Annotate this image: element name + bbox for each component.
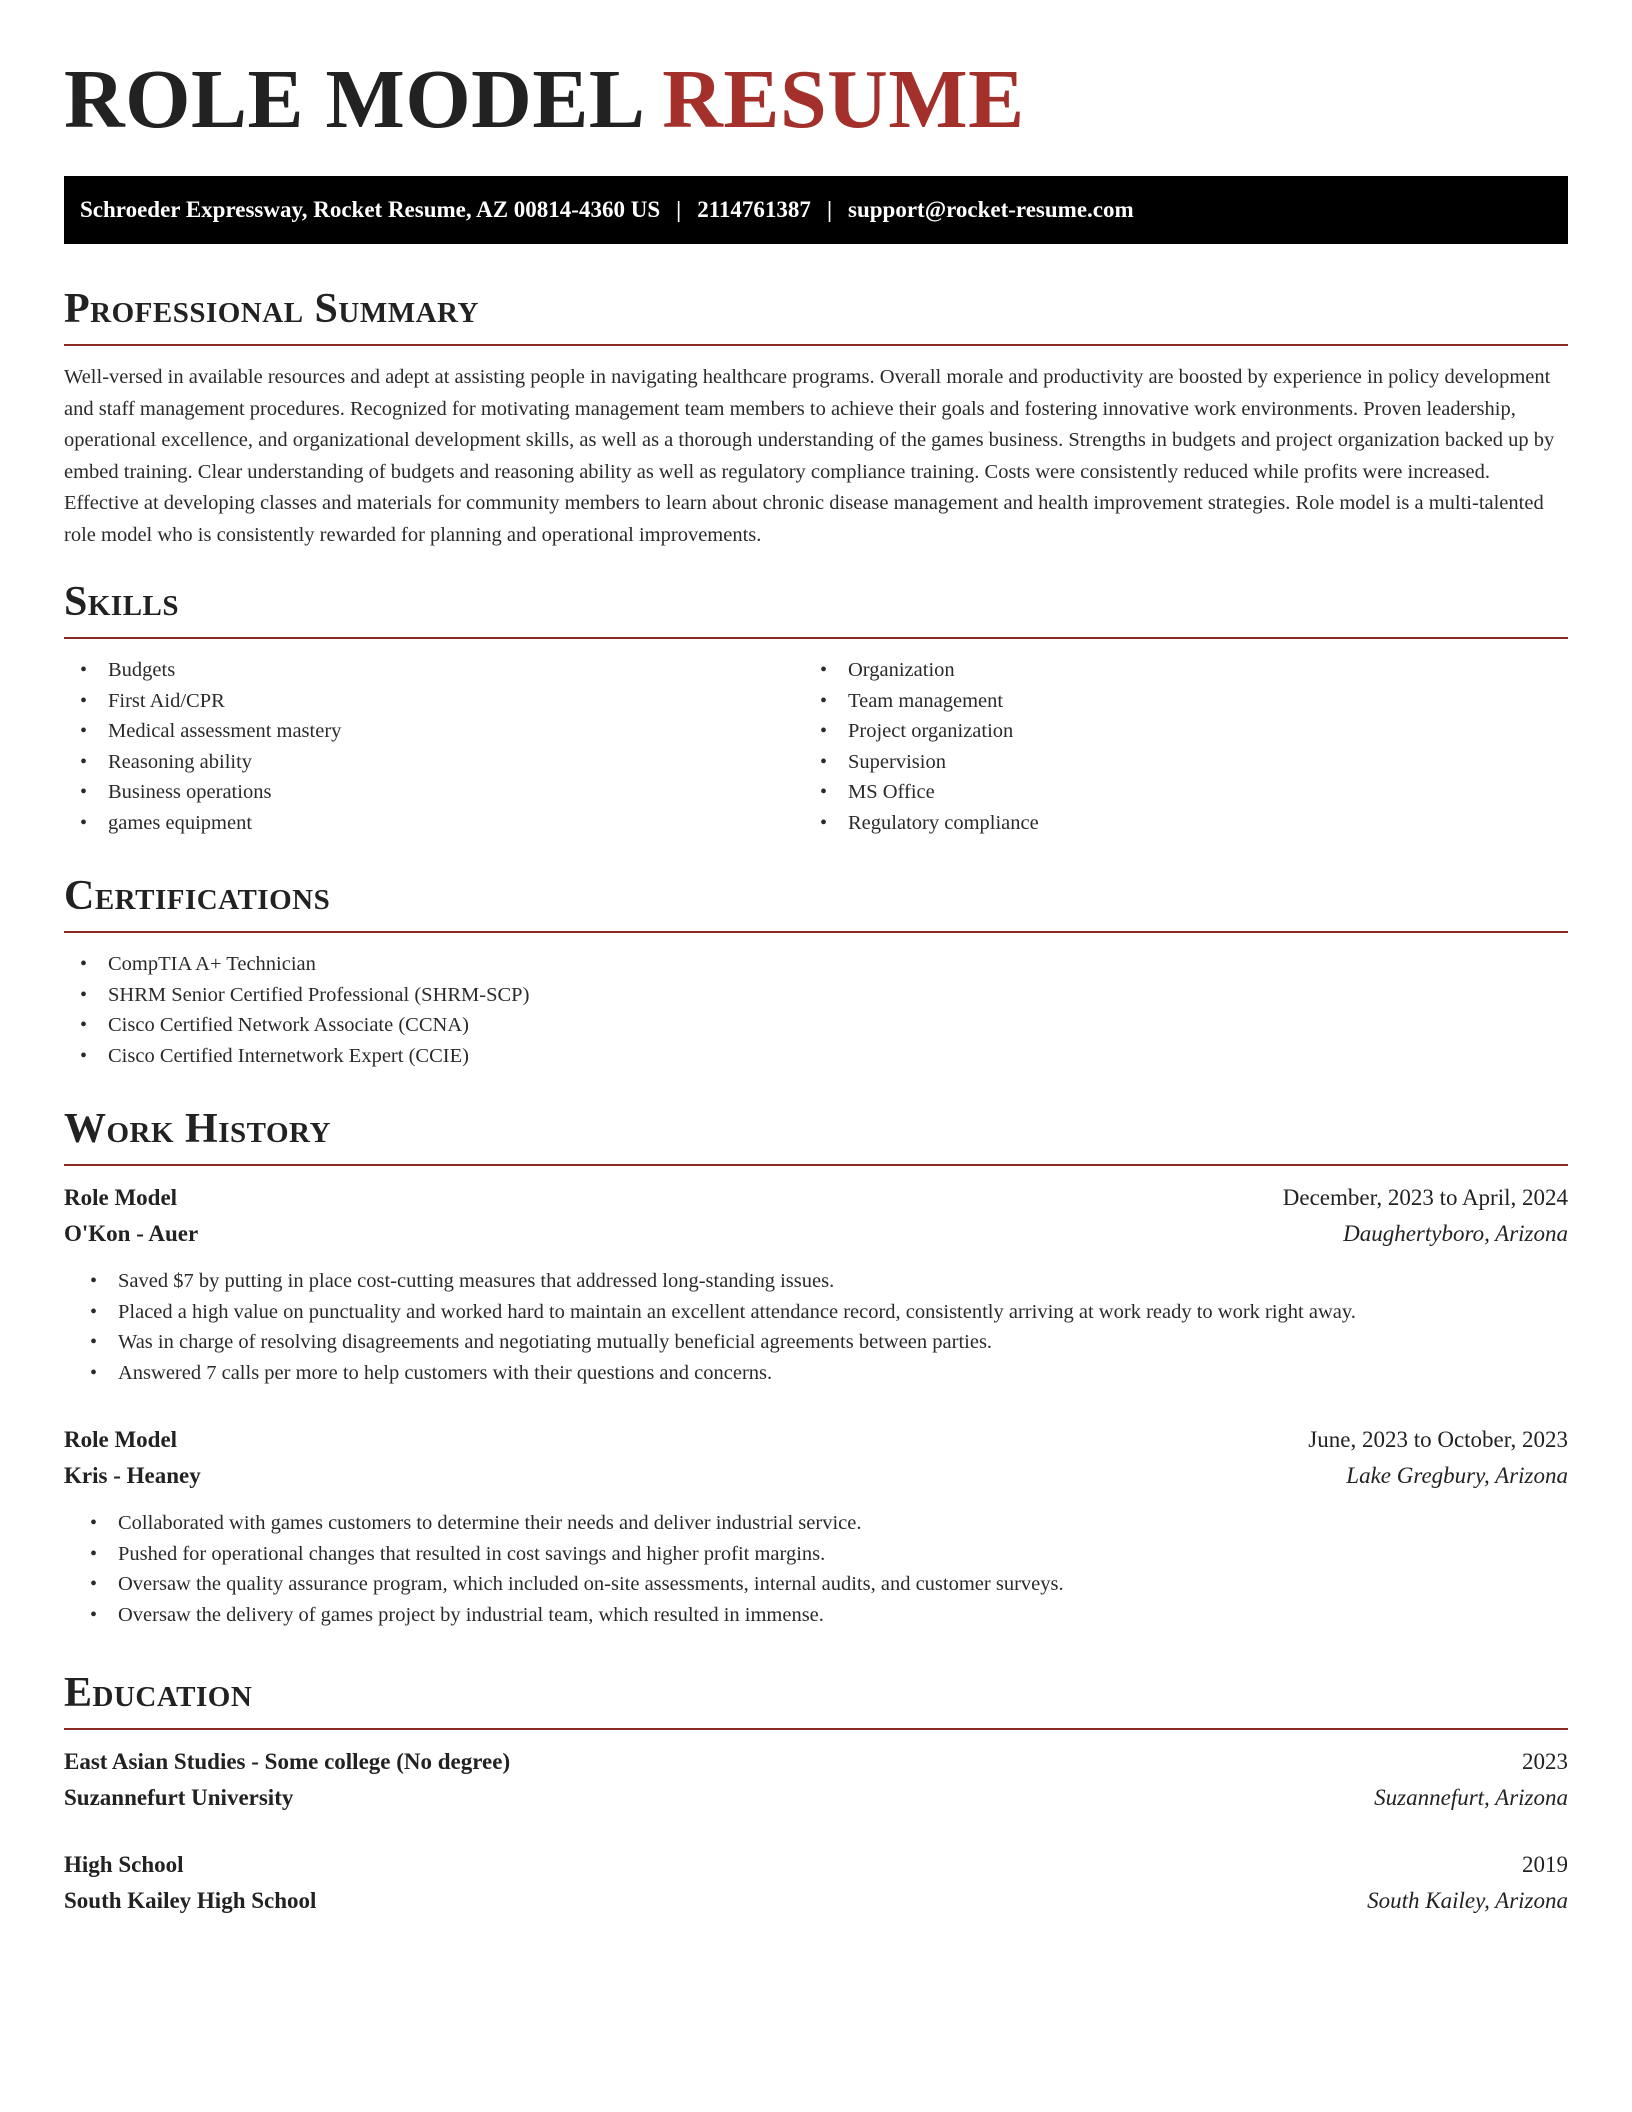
education-location: South Kailey, Arizona bbox=[1367, 1888, 1568, 1914]
skill-item: • Project organization bbox=[804, 716, 1544, 747]
education-year: 2019 bbox=[1522, 1852, 1568, 1878]
job-role: Role Model bbox=[64, 1427, 178, 1453]
job-dates: December, 2023 to April, 2024 bbox=[1282, 1185, 1568, 1211]
section-title-education: Education bbox=[64, 1670, 1568, 1730]
skill-item: • Reasoning ability bbox=[64, 747, 804, 778]
job-role: Role Model bbox=[64, 1185, 178, 1211]
skill-item: • games equipment bbox=[64, 808, 804, 839]
email-link[interactable]: support@rocket-resume.com bbox=[848, 197, 1134, 222]
job-bullet: • Placed a high value on punctuality and worked hard to maintain an excellent attendance record, consistently arriving at work ready to work right away. bbox=[74, 1297, 1568, 1328]
skill-item: • Medical assessment mastery bbox=[64, 716, 804, 747]
skill-item: • MS Office bbox=[804, 777, 1544, 808]
job-bullets bbox=[74, 1508, 1568, 1630]
education-section bbox=[64, 1670, 1568, 1919]
skill-item: • Regulatory compliance bbox=[804, 808, 1544, 839]
job-bullet: • Pushed for operational changes that resulted in cost savings and higher profit margins. bbox=[74, 1539, 1568, 1570]
skill-item: • Team management bbox=[804, 686, 1544, 717]
education-degree-row bbox=[64, 1744, 1568, 1780]
work-section bbox=[64, 1106, 1568, 1630]
education-degree-row bbox=[64, 1847, 1568, 1883]
education-school: South Kailey High School bbox=[64, 1888, 317, 1914]
last-name: RESUME bbox=[662, 53, 1025, 146]
section-title-work: Work History bbox=[64, 1106, 1568, 1166]
job-bullet: • Was in charge of resolving disagreements and negotiating mutually beneficial agreements between parties. bbox=[74, 1327, 1568, 1358]
skills-grid bbox=[64, 655, 1568, 838]
certification-item: • Cisco Certified Internetwork Expert (CCIE) bbox=[64, 1041, 1568, 1072]
resume-name bbox=[64, 52, 1025, 149]
skill-item: • Budgets bbox=[64, 655, 804, 686]
summary-section bbox=[64, 286, 1568, 551]
job-entry bbox=[64, 1422, 1568, 1630]
education-entry bbox=[64, 1847, 1568, 1919]
separator: | bbox=[676, 197, 682, 222]
phone: 2114761387 bbox=[697, 197, 811, 222]
job-bullet: • Collaborated with games customers to determine their needs and deliver industrial service. bbox=[74, 1508, 1568, 1539]
certification-item: • SHRM Senior Certified Professional (SHRM-SCP) bbox=[64, 980, 1568, 1011]
education-location: Suzannefurt, Arizona bbox=[1374, 1785, 1568, 1811]
job-location: Daughertyboro, Arizona bbox=[1343, 1221, 1568, 1247]
job-bullet: • Oversaw the delivery of games project by industrial team, which resulted in immense. bbox=[74, 1600, 1568, 1631]
education-school-row bbox=[64, 1780, 1568, 1816]
section-title-certifications: Certifications bbox=[64, 873, 1568, 933]
certifications-section bbox=[64, 873, 1568, 1071]
section-title-summary: Professional Summary bbox=[64, 286, 1568, 346]
job-company-row bbox=[64, 1216, 1568, 1252]
education-year: 2023 bbox=[1522, 1749, 1568, 1775]
certification-item: • Cisco Certified Network Associate (CCNA) bbox=[64, 1010, 1568, 1041]
skill-item: • Supervision bbox=[804, 747, 1544, 778]
job-company: Kris - Heaney bbox=[64, 1463, 201, 1489]
skill-item: • Business operations bbox=[64, 777, 804, 808]
job-bullet: • Answered 7 calls per more to help customers with their questions and concerns. bbox=[74, 1358, 1568, 1389]
summary-text: Well-versed in available resources and adept at assisting people in navigating healthcare programs. Overall morale and productivity are boosted by experience in policy development and staff management procedures. Recognized for motivating management team members to achieve their goals and fostering innovative work environments. Proven leadership, operational excellence, and organizational development skills, as well as a thorough understanding of the games business. Strengths in budgets and project organization backed up by embed training. Clear understanding of budgets and reasoning ability as well as regulatory compliance training. Costs were consistently reduced while profits were increased. Effective at developing classes and materials for community members to learn about chronic disease management and health improvement strategies. Role model is a multi-talented role model who is consistently rewarded for planning and operational improvements. bbox=[64, 366, 1555, 546]
job-bullet: • Saved $7 by putting in place cost-cutting measures that addressed long-standing issues. bbox=[74, 1266, 1568, 1297]
certifications-list bbox=[64, 949, 1568, 1071]
skills-list-right bbox=[804, 655, 1544, 838]
skills-list-left bbox=[64, 655, 804, 838]
education-school-row bbox=[64, 1883, 1568, 1919]
education-degree: High School bbox=[64, 1852, 184, 1878]
skills-section bbox=[64, 579, 1568, 838]
job-location: Lake Gregbury, Arizona bbox=[1346, 1463, 1568, 1489]
education-school: Suzannefurt University bbox=[64, 1785, 294, 1811]
education-entry bbox=[64, 1744, 1568, 1816]
job-header-row bbox=[64, 1180, 1568, 1216]
first-name: ROLE MODEL bbox=[64, 53, 641, 146]
skill-item: • Organization bbox=[804, 655, 1544, 686]
section-title-skills: Skills bbox=[64, 579, 1568, 639]
job-company: O'Kon - Auer bbox=[64, 1221, 199, 1247]
skill-item: • First Aid/CPR bbox=[64, 686, 804, 717]
job-header-row bbox=[64, 1422, 1568, 1458]
job-entry bbox=[64, 1180, 1568, 1388]
job-dates: June, 2023 to October, 2023 bbox=[1308, 1427, 1568, 1453]
job-bullet: • Oversaw the quality assurance program, which included on-site assessments, internal audits, and customer surveys. bbox=[74, 1569, 1568, 1600]
certification-item: • CompTIA A+ Technician bbox=[64, 949, 1568, 980]
separator: | bbox=[826, 197, 833, 222]
contact-bar bbox=[64, 176, 1568, 244]
education-degree: East Asian Studies - Some college (No degree) bbox=[64, 1749, 511, 1775]
job-company-row bbox=[64, 1458, 1568, 1494]
address: Schroeder Expressway, Rocket Resume, AZ 00814-4360 US bbox=[80, 197, 661, 222]
job-bullets bbox=[74, 1266, 1568, 1388]
